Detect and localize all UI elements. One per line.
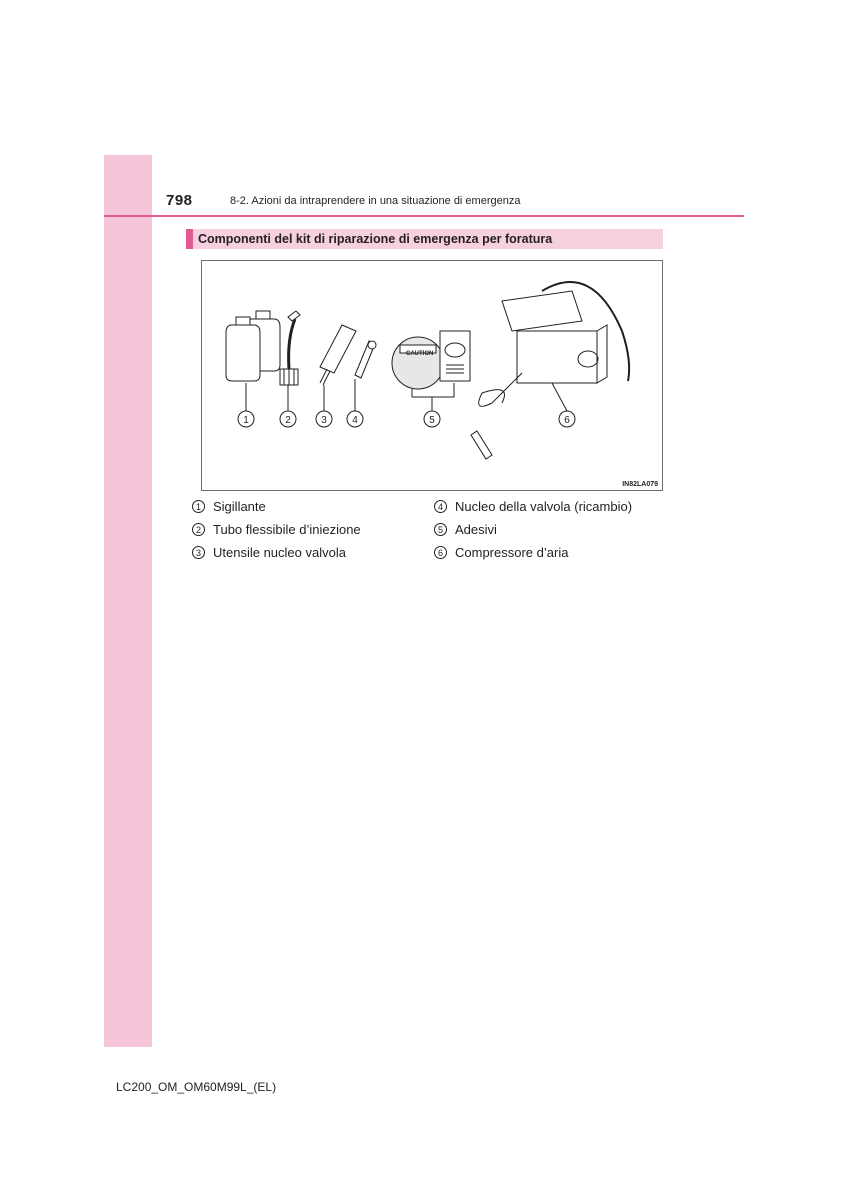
chapter-title: 8-2. Azioni da intraprendere in una situazione di emergenza	[230, 195, 521, 207]
legend-item	[434, 545, 568, 561]
section-heading-text: Componenti del kit di riparazione di emergenza per foratura	[198, 232, 553, 246]
legend-item	[434, 499, 632, 515]
callout-5-label: 5	[429, 415, 435, 426]
legend-label: Utensile nucleo valvola	[213, 545, 346, 560]
side-tab-band	[104, 155, 152, 1047]
air-compressor-illustration	[471, 282, 629, 459]
sealant-bottles-illustration	[226, 311, 280, 381]
kit-components-figure	[201, 260, 663, 491]
legend-number: 3	[192, 546, 205, 559]
valve-core-tool-illustration	[320, 325, 356, 385]
legend-number: 1	[192, 500, 205, 513]
callout-4-label: 4	[352, 415, 358, 426]
legend-label: Tubo flessibile d’iniezione	[213, 522, 361, 537]
callout-3-label: 3	[321, 415, 327, 426]
legend-number: 6	[434, 546, 447, 559]
decal-caution-text: CAUTION	[406, 351, 434, 357]
legend-label: Nucleo della valvola (ricambio)	[455, 499, 633, 514]
legend-label: Adesivi	[455, 522, 497, 537]
header-rule	[104, 215, 744, 217]
legend-item	[434, 522, 497, 538]
figure-code: IN82LA079	[622, 481, 658, 488]
legend-item	[192, 545, 346, 561]
callout-6-label: 6	[564, 415, 570, 426]
legend-number: 4	[434, 500, 447, 513]
page-number: 798	[166, 192, 193, 209]
legend-number: 5	[434, 523, 447, 536]
callout-1-label: 1	[243, 415, 249, 426]
legend-number: 2	[192, 523, 205, 536]
legend-item	[192, 499, 266, 515]
legend-label: Compressore d’aria	[455, 545, 569, 560]
kit-illustration	[202, 261, 662, 490]
callout-2-label: 2	[285, 415, 291, 426]
section-heading	[186, 229, 663, 249]
decals-illustration	[392, 331, 470, 389]
valve-core-illustration	[355, 341, 376, 378]
legend-item	[192, 522, 361, 538]
legend-label: Sigillante	[213, 499, 266, 514]
footer-document-code: LC200_OM_OM60M99L_(EL)	[116, 1080, 277, 1094]
injection-hose-illustration	[280, 311, 300, 385]
